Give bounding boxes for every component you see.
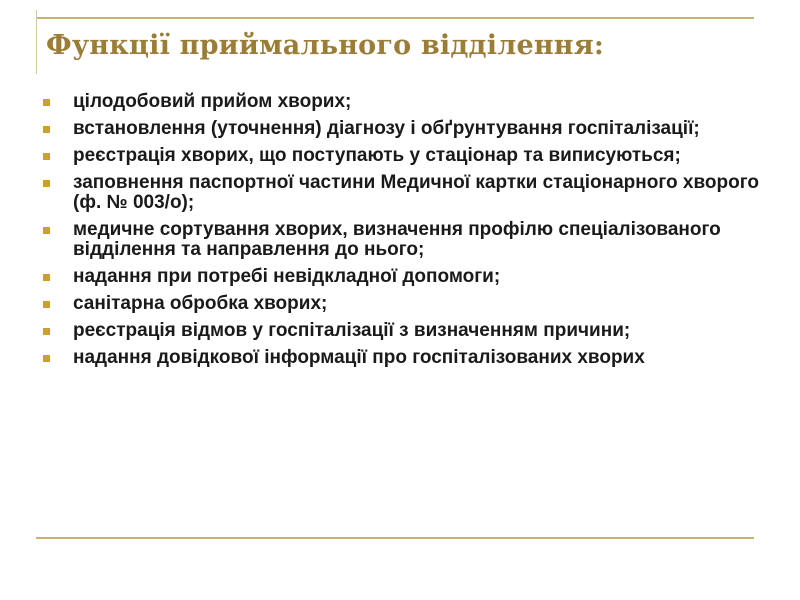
- square-bullet-icon: [43, 227, 50, 234]
- square-bullet-icon: [43, 153, 50, 160]
- square-bullet-icon: [43, 301, 50, 308]
- bullet-item: [40, 146, 760, 166]
- bullet-item: [40, 92, 760, 112]
- bullet-text: цілодобовий прийом хворих;: [73, 91, 352, 112]
- square-bullet-icon: [43, 274, 50, 281]
- bullet-text: санітарна обробка хворих;: [73, 293, 328, 314]
- top-rule: [36, 17, 754, 19]
- square-bullet-icon: [43, 180, 50, 187]
- bullet-item: [40, 220, 760, 260]
- square-bullet-icon: [43, 126, 50, 133]
- bullet-item: [40, 294, 760, 314]
- square-bullet-icon: [43, 328, 50, 335]
- bullet-text: медичне сортування хворих, визначення профілю спеціалізованого відділення та направлення до нього;: [73, 219, 721, 260]
- left-accent-rule: [36, 10, 37, 74]
- bullet-text: реєстрація відмов у госпіталізації з визначенням причини;: [73, 320, 631, 341]
- bullet-text: надання при потребі невідкладної допомоги;: [73, 266, 501, 287]
- bullet-item: [40, 321, 760, 341]
- bullet-item: [40, 348, 760, 368]
- bullet-text: заповнення паспортної частини Медичної картки стаціонарного хворого (ф. № 003/о);: [73, 172, 759, 213]
- slide-title: Функції приймального відділення:: [46, 30, 605, 61]
- bullet-item: [40, 267, 760, 287]
- bullet-list: [40, 92, 760, 375]
- square-bullet-icon: [43, 99, 50, 106]
- square-bullet-icon: [43, 355, 50, 362]
- bullet-text: надання довідкової інформації про госпіталізованих хворих: [73, 347, 645, 368]
- bullet-item: [40, 173, 760, 213]
- bullet-text: реєстрація хворих, що поступають у стаціонар та виписуються;: [73, 145, 681, 166]
- bullet-item: [40, 119, 760, 139]
- bottom-rule: [36, 537, 754, 539]
- bullet-text: встановлення (уточнення) діагнозу і обґрунтування госпіталізації;: [73, 118, 700, 139]
